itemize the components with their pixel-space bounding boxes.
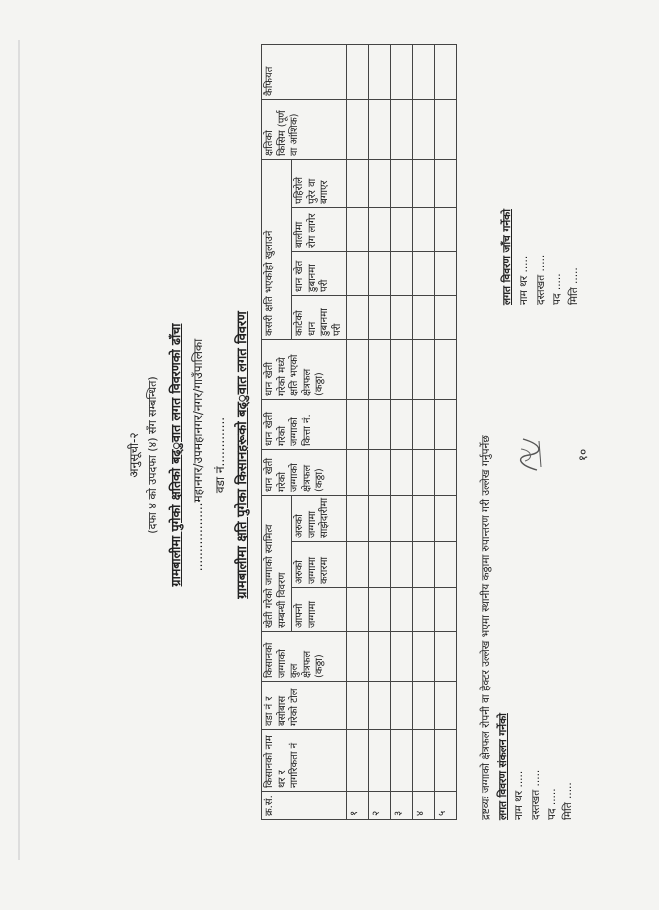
table-row bbox=[369, 44, 391, 819]
damage-table bbox=[261, 44, 457, 820]
header-dt2: धान खेत डुबानमा परी bbox=[292, 251, 347, 295]
header-dt3: बालीमा रोग लागेर bbox=[292, 207, 347, 251]
header-damaged-area: धान खेती गरेको मध्ये क्षति भएको क्षेत्रफल (कठ्ठा) bbox=[262, 339, 347, 399]
row-number: ४ bbox=[413, 792, 435, 820]
collector-block bbox=[495, 713, 576, 820]
header-other-share: अरुको जग्गामा साझेदारीमा bbox=[292, 495, 347, 541]
header-farm-area: किसानको जग्गाको कुल क्षेत्रफल (कठ्ठा) bbox=[262, 632, 347, 682]
collector-title: लगत विवरण संकलन गर्नेको bbox=[497, 713, 509, 820]
header-ward-no: वडा नं र बसोबास गरेको टोल bbox=[262, 682, 347, 730]
table-row bbox=[391, 44, 413, 819]
scan-edge bbox=[18, 40, 20, 860]
table-title: ग्रामबालीमा क्षति पुगेका किसानहरूको बढ्ुवात लगत विवरण bbox=[235, 311, 250, 599]
checker-name: नाम थर ..... bbox=[517, 255, 530, 305]
table-row bbox=[435, 44, 457, 819]
header-ownership: खेती गरेको जग्गाको स्वामित्व सम्बन्धी विवरण bbox=[262, 495, 292, 631]
checker-title: लगत विवरण जाँच गर्नेको bbox=[501, 209, 513, 305]
clause-reference: (दफा ४ को उपदफा (४) सँग सम्बन्धित) bbox=[146, 376, 159, 534]
rotated-sheet bbox=[29, 45, 629, 865]
header-remarks: कैफियत bbox=[262, 44, 347, 99]
table-row bbox=[347, 44, 369, 819]
footnote: द्रष्टव्यः जग्गाको क्षेत्रफल रोपनी वा हेक्टर उल्लेख भएमा स्थानीय कठ्ठामा रुपान्तरण गरी उल्लेख गर्नुपर्नेछ bbox=[480, 435, 492, 820]
collector-date: मिति ..... bbox=[562, 782, 575, 820]
checker-date: मिति ..... bbox=[568, 267, 581, 305]
row-number: २ bbox=[369, 792, 391, 820]
ward-line: वडा नं............. bbox=[213, 416, 227, 494]
header-damage-nature: क्षतिको किसिम (पूर्ण वा आंशिक) bbox=[262, 99, 347, 159]
header-sn: क्र.सं. bbox=[262, 792, 347, 820]
checker-post: पद ..... bbox=[551, 273, 564, 305]
collector-signature: दस्तखत ..... bbox=[529, 769, 542, 820]
header-crop-area: धान खेती गरेको जग्गाको क्षेत्रफल (कठ्ठा) bbox=[262, 449, 347, 495]
collector-name: नाम थर ..... bbox=[513, 770, 526, 820]
checker-block bbox=[499, 209, 583, 305]
header-farmer-name: किसानको नाम थर र नागरिकता नं bbox=[262, 730, 347, 792]
table-row bbox=[413, 44, 435, 819]
header-dt4: पहिरोले पुरेर वा बगाएर bbox=[292, 159, 347, 207]
municipality-line: ..................महानगर/उपमहानगर/नगर/गाउँपालिका bbox=[191, 338, 205, 572]
header-damage-type: कसरी क्षति भएकोहो खुलाउने bbox=[262, 159, 292, 339]
header-other-contract: अरुको जग्गामा करारमा bbox=[292, 542, 347, 588]
annex-label: अनुसूची-२ bbox=[127, 432, 141, 478]
signature-mark bbox=[509, 435, 549, 475]
page-number: १० bbox=[576, 448, 590, 462]
checker-signature: दस्तखत ..... bbox=[534, 254, 547, 305]
header-own-land: आफ्नो जग्गामा bbox=[292, 588, 347, 632]
header-plot-no: धान खेती गरेको जग्गाको कित्ता नं. bbox=[262, 399, 347, 449]
row-number: ५ bbox=[435, 792, 457, 820]
header-dt1: काटेको धान डुबानमा परी bbox=[292, 295, 347, 339]
row-number: ३ bbox=[391, 792, 413, 820]
form-title: ग्रामबालीमा पुगेको क्षतिको बढ्ुवात लगत विवरणको ढाँचा bbox=[168, 323, 183, 587]
collector-post: पद ..... bbox=[545, 788, 558, 820]
row-number: १ bbox=[347, 792, 369, 820]
